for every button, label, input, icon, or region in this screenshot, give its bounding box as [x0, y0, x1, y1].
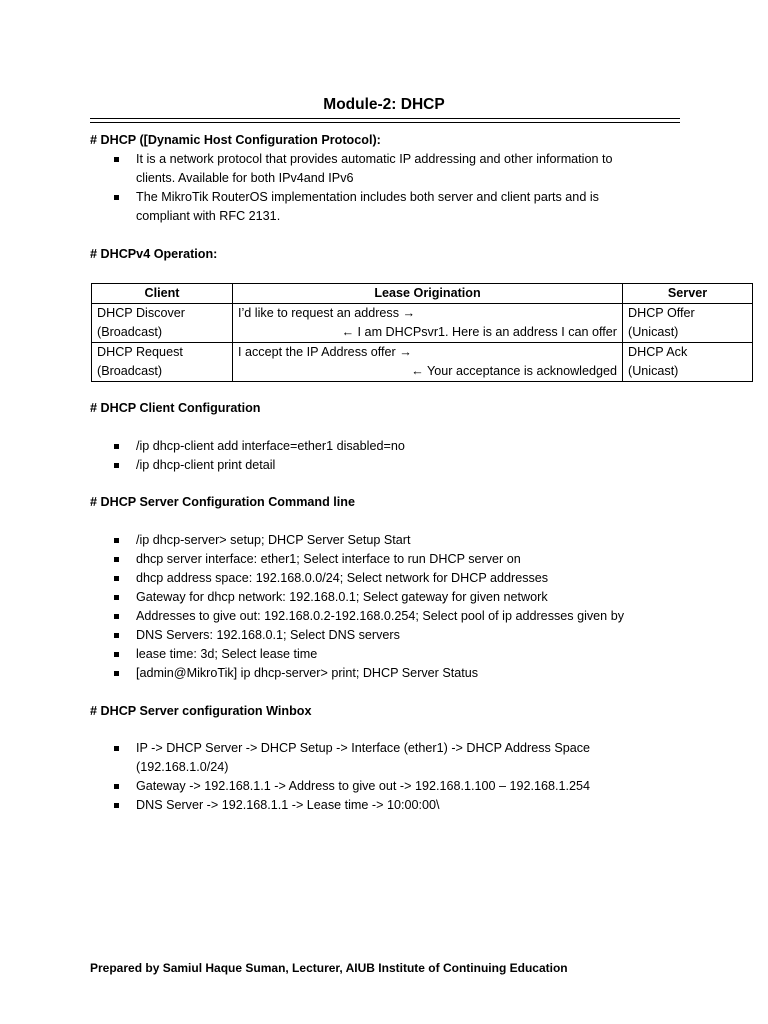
- winbox-configuration-list: [90, 739, 680, 815]
- cell-line: DHCP Offer: [628, 306, 695, 320]
- section-heading-dhcp: # DHCP ([Dynamic Host Configuration Protocol):: [90, 133, 381, 147]
- cell-line: (Unicast): [628, 325, 679, 339]
- section-heading-dhcpv4-operation: # DHCPv4 Operation:: [90, 247, 218, 261]
- list-item: Gateway for dhcp network: 192.168.0.1; Select gateway for given network: [90, 588, 680, 607]
- server-cell: [623, 343, 753, 382]
- page-title: Module-2: DHCP: [323, 96, 445, 113]
- table-row: [92, 343, 753, 382]
- list-item: dhcp server interface: ether1; Select interface to run DHCP server on: [90, 550, 680, 569]
- cell-line: ← Your acceptance is acknowledged: [411, 364, 617, 378]
- section-heading-winbox: # DHCP Server configuration Winbox: [90, 704, 312, 718]
- list-item: [admin@MikroTik] ip dhcp-server> print; DHCP Server Status: [90, 664, 680, 683]
- cell-line: (Unicast): [628, 364, 679, 378]
- list-item: [90, 188, 680, 226]
- cell-line: ← I am DHCPsvr1. Here is an address I can offer: [341, 325, 617, 339]
- list-item-line: compliant with RFC 2131.: [136, 209, 281, 223]
- lease-origination-cell: [233, 343, 623, 382]
- server-cell: [623, 304, 753, 343]
- cell-line: I’d like to request an address →: [238, 306, 416, 320]
- lease-origination-cell: [233, 304, 623, 343]
- list-item: /ip dhcp-server> setup; DHCP Server Setup Start: [90, 531, 680, 550]
- column-header-client: Client: [92, 284, 233, 304]
- table-header-row: [92, 284, 753, 304]
- title-divider-top: [90, 118, 680, 119]
- list-item-line: DNS Server -> 192.168.1.1 -> Lease time -> 10:00:00\: [136, 798, 440, 812]
- cell-line: (Broadcast): [97, 325, 163, 339]
- dhcpv4-operation-table: [91, 283, 753, 382]
- list-item-line: Gateway -> 192.168.1.1 -> Address to give out -> 192.168.1.100 – 192.168.1.254: [136, 779, 591, 793]
- list-item: Addresses to give out: 192.168.0.2-192.168.0.254; Select pool of ip addresses given by: [90, 607, 680, 626]
- cell-line: DHCP Request: [97, 345, 183, 359]
- column-header-lease-origination: Lease Origination: [233, 284, 623, 304]
- client-configuration-list: [90, 437, 680, 475]
- list-item: /ip dhcp-client print detail: [90, 456, 680, 475]
- list-item-line: clients. Available for both IPv4and IPv6: [136, 171, 354, 185]
- list-item: dhcp address space: 192.168.0.0/24; Select network for DHCP addresses: [90, 569, 680, 588]
- table-row: [92, 304, 753, 343]
- list-item: lease time: 3d; Select lease time: [90, 645, 680, 664]
- list-item: DNS Servers: 192.168.0.1; Select DNS servers: [90, 626, 680, 645]
- list-item: [90, 777, 680, 796]
- section-heading-server-command-line: # DHCP Server Configuration Command line: [90, 495, 355, 509]
- list-item: [90, 796, 680, 815]
- list-item: /ip dhcp-client add interface=ether1 disabled=no: [90, 437, 680, 456]
- cell-line: I accept the IP Address offer →: [238, 345, 412, 359]
- list-item: [90, 739, 680, 777]
- list-item-line: It is a network protocol that provides automatic IP addressing and other information to: [136, 152, 613, 166]
- server-command-line-list: [90, 531, 680, 683]
- cell-line: (Broadcast): [97, 364, 163, 378]
- page-footer: Prepared by Samiul Haque Suman, Lecturer, AIUB Institute of Continuing Education: [90, 961, 568, 975]
- column-header-server: Server: [623, 284, 753, 304]
- list-item-line: The MikroTik RouterOS implementation includes both server and client parts and is: [136, 190, 599, 204]
- cell-line: DHCP Ack: [628, 345, 688, 359]
- client-cell: [92, 343, 233, 382]
- title-divider-bottom: [90, 122, 680, 123]
- list-item-line: IP -> DHCP Server -> DHCP Setup -> Interface (ether1) -> DHCP Address Space: [136, 741, 591, 755]
- dhcp-intro-list: [90, 150, 680, 226]
- cell-line: DHCP Discover: [97, 306, 185, 320]
- client-cell: [92, 304, 233, 343]
- list-item-line: (192.168.1.0/24): [136, 760, 229, 774]
- list-item: [90, 150, 680, 188]
- section-heading-client-configuration: # DHCP Client Configuration: [90, 401, 261, 415]
